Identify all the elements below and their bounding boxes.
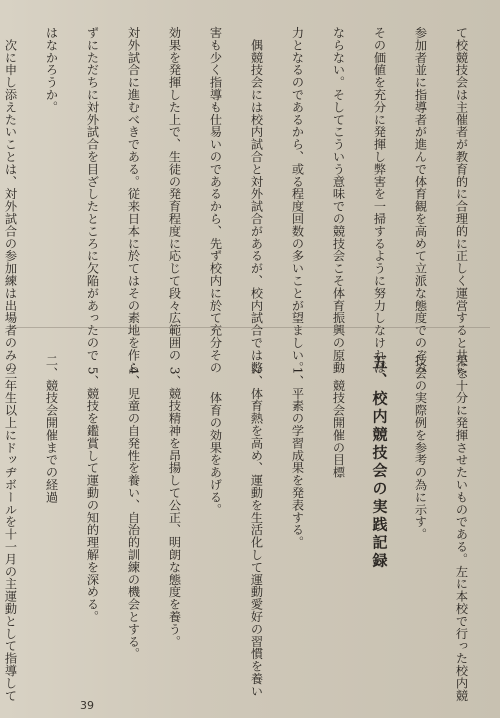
upper-text-block (0, 10, 492, 386)
lower-text-block (0, 338, 492, 702)
text-line: 果を十分に発揮させたいものである。左に本校で行った校内競 (454, 354, 469, 702)
text-line: 二、競技会開催までの経過 (44, 354, 59, 504)
text-line: て校競技会は主催者が教育的に合理的に正しく運営すると共に、 (454, 26, 469, 386)
text-line: 偶競技会には校内試合と対外試合があるが、校内試合では弊 (249, 26, 264, 374)
text-line: 効果を発揮した上で、生徒の発育程度に応じて段々広範囲の (167, 26, 182, 362)
text-line: ならない。そしてこういう意味での競技会こそ体育振興の原動 (331, 26, 346, 374)
text-line: 対外試合に進むべきである。従来日本に於てはその素地を作ら (126, 26, 141, 374)
text-line: 技会の実際例を参考の為に示す。 (413, 354, 428, 541)
text-line: 2、体育熱を高め、運動を生活化して運動愛好の習慣を養い (249, 354, 264, 698)
text-line: 体育の効果をあげる。 (208, 354, 223, 516)
text-line: 害も少く指導も仕易いのであるから、先ず校内に於て充分その (208, 26, 223, 374)
section-title: 五、校内競技会の実践記録 (370, 354, 389, 571)
text-line: 1、平素の学習成果を発表する。 (290, 354, 305, 549)
text-line: 参加者並に指導者が進んで体育観を高めて立派な態度でのぞみ (413, 26, 428, 374)
text-line: 力となるのであるから、或る程度回数の多いことが望ましい。 (290, 26, 305, 374)
text-line: 次に申し添えたいことは、対外試合の参加練は出場者のみの (3, 26, 18, 374)
text-line: ずにただちに対外試合を目ざしたところに欠陥があったので (85, 26, 100, 362)
text-line: 一、競技会開催の目標 (331, 354, 346, 479)
page-number: 39 (80, 699, 94, 712)
text-line: 三年生以上にドッヂボールを十一月の主運動として指導して (3, 354, 18, 702)
text-line: 3、競技精神を昂揚して公正、明朗な態度を養う。 (167, 354, 182, 648)
text-line: はなかろうか。 (44, 26, 59, 114)
section-divider (10, 327, 490, 328)
text-line: その価値を充分に発揮し弊害を一掃するように努力しなければ (372, 26, 387, 374)
text-line: 5、競技を鑑賞して運動の知的理解を深める。 (85, 354, 100, 623)
text-line: 4、児童の自発性を養い、自治的訓練の機会とする。 (126, 354, 141, 660)
